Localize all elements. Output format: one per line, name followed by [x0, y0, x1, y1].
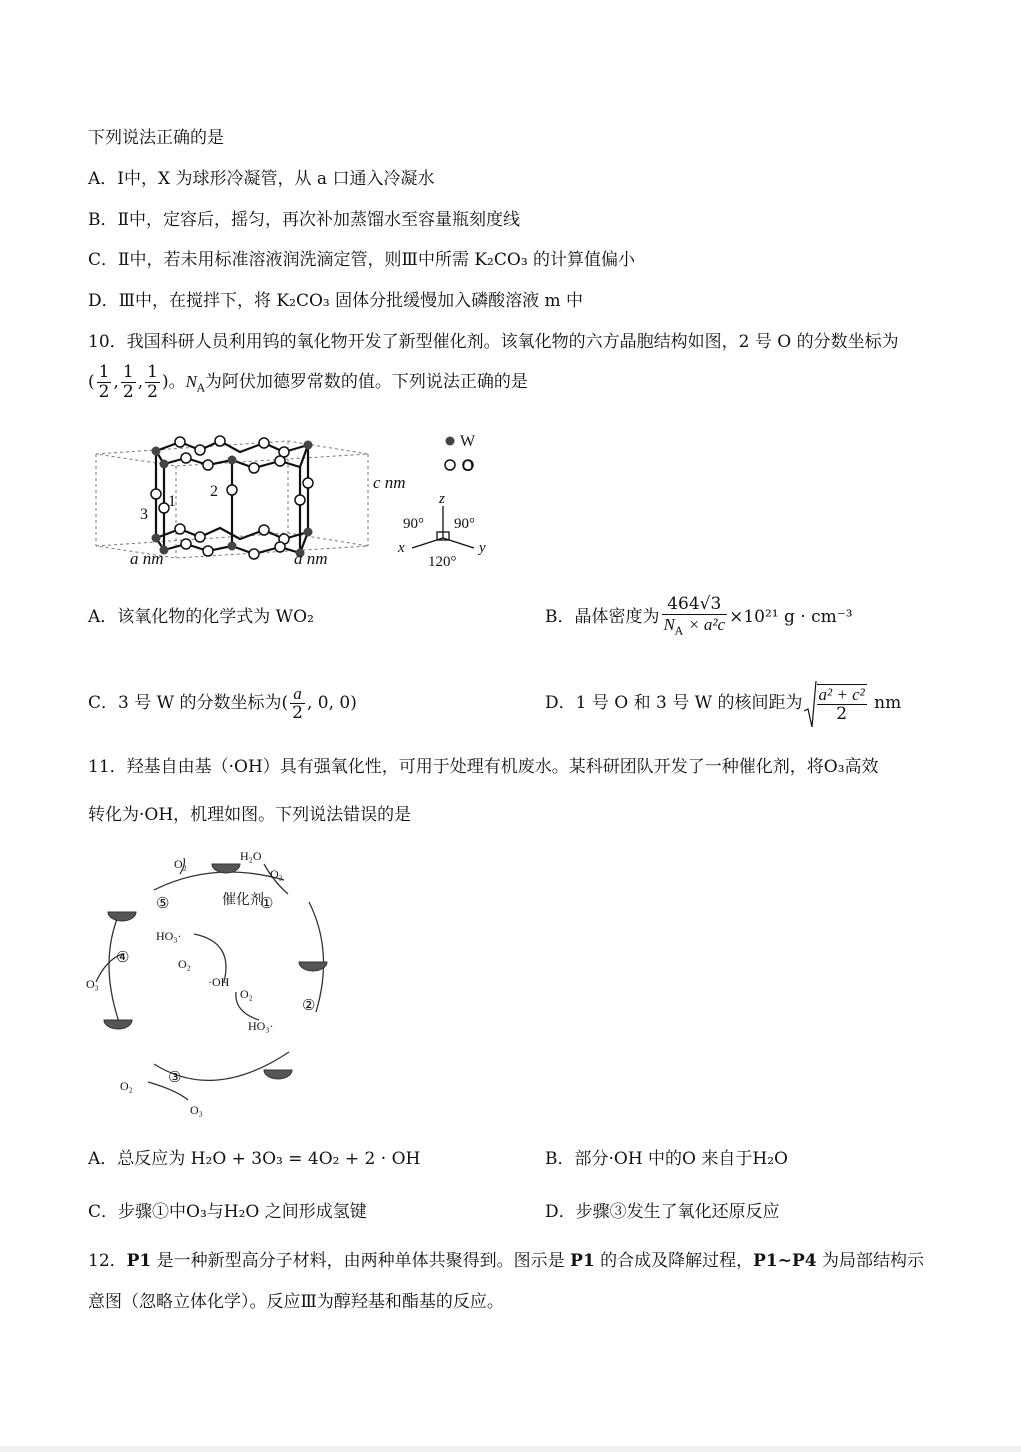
- label-1: 1: [168, 493, 176, 510]
- q10-stem-line1: 10．我国科研人员利用钨的氧化物开发了新型催化剂。该氧化物的六方晶胞结构如图，2 号 O 的分数坐标为: [88, 332, 899, 352]
- step-5: ⑤: [156, 896, 170, 912]
- label-2: 2: [210, 483, 218, 500]
- step-1: ①: [260, 896, 274, 912]
- catalyst-label: 催化剂: [222, 893, 264, 908]
- q10-option-a: A．该氧化物的化学式为 WO₂: [88, 607, 314, 627]
- q9-option-b: B．Ⅱ中，定容后，摇匀，再次补加蒸馏水至容量瓶刻度线: [88, 210, 521, 230]
- q9-option-a: A．Ⅰ中，X 为球形冷凝管，从 a 口通入冷凝水: [88, 169, 435, 189]
- c-nm-label: c nm: [373, 473, 406, 492]
- o3-bottom: O₃: [190, 1103, 203, 1117]
- ho3-left: HO₃·: [156, 929, 182, 943]
- coord-fraction: $\frac{1}{2}$: [122, 362, 134, 402]
- q10-option-d: D．1 号 O 和 3 号 W 的核间距为 $\frac{\text{a² + c²}}{2}$ nm: [545, 676, 901, 731]
- angle-90-right: 90°: [454, 516, 475, 532]
- h2o-top: H₂O: [240, 849, 262, 863]
- hexagonal-cell-figure: [88, 428, 508, 576]
- coord-fraction-c: $\frac{a}{2}$: [292, 684, 303, 723]
- o2-right-inner: O₂: [240, 987, 253, 1001]
- q10-option-b: B．晶体密度为 $\frac{464√3}{N_A \times a^2c}$ ×10²¹ g · cm⁻³: [545, 590, 853, 644]
- q9-prompt: 下列说法正确的是: [88, 128, 224, 148]
- o3-left: O₃: [86, 977, 99, 991]
- axis-y: y: [479, 540, 486, 556]
- step-2: ②: [302, 998, 316, 1014]
- a-nm-label-left: a nm: [130, 549, 164, 568]
- axis-z: z: [439, 491, 445, 507]
- distance-sqrt: $\frac{\text{a² + c²}}{2}$: [803, 677, 869, 731]
- q11-stem-line2: 转化为·OH，机理如图。下列说法错误的是: [88, 805, 412, 825]
- coord-fraction: $\frac{1}{2}$: [98, 362, 110, 402]
- legend-w: W: [460, 433, 476, 450]
- angle-90-left: 90°: [403, 516, 424, 532]
- avogadro-symbol: N: [185, 372, 197, 391]
- q12-stem-line1: 12．P1 是一种新型高分子材料，由两种单体共聚得到。图示是 P1 的合成及降解过程，P1~P4 为局部结构示: [88, 1251, 924, 1271]
- angle-120: 120°: [428, 554, 457, 570]
- q10-stem-tail: 为阿伏加德罗常数的值。下列说法正确的是: [204, 372, 528, 392]
- oh-center: ·OH: [208, 975, 230, 989]
- q9-option-d: D．Ⅲ中，在搅拌下，将 K₂CO₃ 固体分批缓慢加入磷酸溶液 m 中: [88, 291, 584, 311]
- coord-fraction: $\frac{1}{2}$: [147, 362, 158, 402]
- axis-x: x: [398, 540, 405, 556]
- q10-stem-line2: ( $\frac{1}{2}$ , $\frac{1}{2}$ , $\frac{1}{2}$ )。$N_A$为阿伏加德罗常数的值。下列说法正确的是: [88, 362, 528, 402]
- q11-option-b: B．部分·OH 中的O 来自于H₂O: [545, 1149, 788, 1169]
- ho3-right: HO₃·: [248, 1019, 274, 1033]
- a-nm-label-right: a nm: [294, 549, 328, 568]
- o2-bottom: O₂: [120, 1079, 133, 1093]
- label-3: 3: [140, 506, 148, 523]
- q11-option-d: D．步骤③发生了氧化还原反应: [545, 1202, 780, 1222]
- step-4: ④: [116, 950, 130, 966]
- q11-option-a: A．总反应为 H₂O + 3O₃ = 4O₂ + 2 · OH: [88, 1149, 421, 1169]
- density-fraction: $\frac{464√3}{N_A \times a^2c}$: [663, 593, 726, 638]
- o2-inner: O₂: [178, 957, 191, 971]
- q10-option-c: C．3 号 W 的分数坐标为( $\frac{a}{2}$ , 0, 0): [88, 684, 357, 723]
- o2-top: O₂: [174, 857, 187, 871]
- q11-stem-line1: 11．羟基自由基（·OH）具有强氧化性，可用于处理有机废水。某科研团队开发了一种催化剂，将O₃高效: [88, 757, 879, 777]
- o3-top: O₃: [270, 867, 283, 881]
- mechanism-cycle-figure: [84, 842, 344, 1124]
- q11-option-c: C．步骤①中O₃与H₂O 之间形成氢键: [88, 1202, 367, 1222]
- q12-stem-line2: 意图（忽略立体化学）。反应Ⅲ为醇羟基和酯基的反应。: [88, 1292, 504, 1312]
- q9-option-c: C．Ⅱ中，若未用标准溶液润洗滴定管，则Ⅲ中所需 K₂CO₃ 的计算值偏小: [88, 250, 636, 270]
- legend-o: O: [462, 458, 474, 475]
- page-bottom-edge: [0, 1446, 1021, 1452]
- step-3: ③: [168, 1070, 182, 1086]
